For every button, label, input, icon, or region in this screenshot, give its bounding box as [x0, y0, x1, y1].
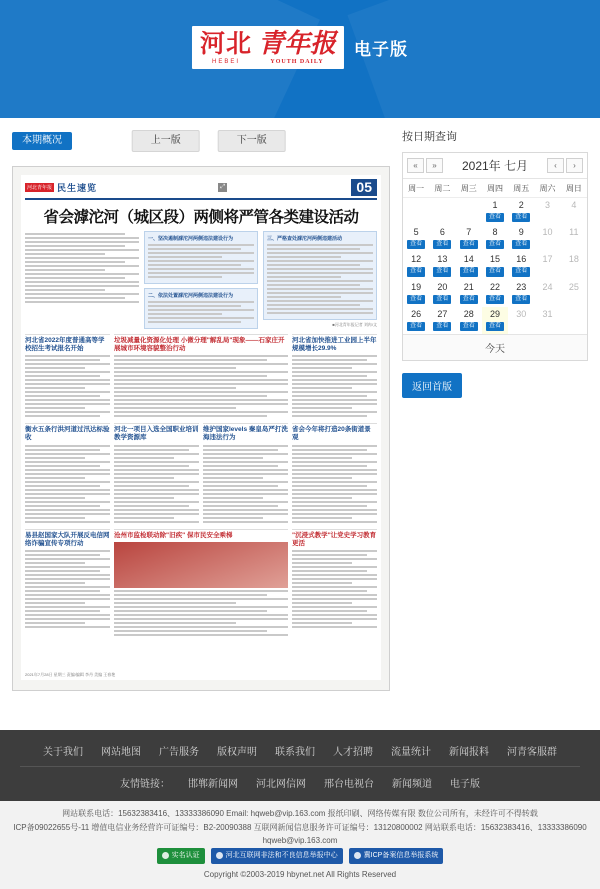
calendar-nav-right — [547, 158, 583, 173]
paper-headline: 省会滹沱河（城区段）两侧将严管各类建设活动 — [43, 209, 359, 226]
weekday-header: 周五 — [508, 179, 534, 198]
calendar-view-button[interactable]: 查看 — [433, 295, 451, 304]
logo-hebei-en: HEBEI — [211, 58, 240, 65]
calendar-nav-left — [407, 158, 443, 173]
calendar-day-cell[interactable] — [456, 307, 482, 334]
footer-link[interactable]: 广告服务 — [159, 747, 199, 758]
logo-hebei — [199, 29, 252, 65]
calendar-day-number: 27 — [437, 308, 448, 319]
calendar-day-number: 17 — [542, 254, 553, 265]
calendar-day-number: 28 — [463, 308, 474, 319]
news-cell[interactable] — [114, 423, 199, 524]
news-cell[interactable] — [25, 423, 110, 524]
calendar-view-button[interactable]: 查看 — [407, 240, 425, 249]
calendar-day-cell[interactable] — [482, 225, 508, 252]
calendar-day-number: 5 — [413, 227, 419, 238]
calendar-day-cell[interactable] — [508, 280, 534, 307]
calendar-view-button[interactable]: 查看 — [512, 295, 530, 304]
news-cell-title: 垃圾减量化资源化处理 小微分理"解乱局"现象——石家庄开展城市环境容貌整治行动 — [114, 337, 285, 353]
paper-section: 民生速览 — [57, 183, 98, 193]
info-box-2-title: 二、依法处置滹沱河两侧违法建设行为 — [148, 293, 234, 299]
news-cell-title: "沉浸式教学"让党史学习教育更活 — [292, 531, 377, 547]
calendar-view-button[interactable]: 查看 — [460, 295, 478, 304]
lead-column — [25, 231, 139, 329]
calendar-view-button[interactable]: 查看 — [486, 322, 504, 331]
calendar-view-button[interactable]: 查看 — [433, 240, 451, 249]
calendar-day-number: 1 — [492, 200, 498, 210]
prev-page-button[interactable]: 上一版 — [132, 130, 200, 152]
info-box-1-title: 一、坚决遏制滹沱河两侧违法建设行为 — [148, 236, 234, 242]
calendar-day-number: 6 — [439, 227, 445, 238]
box-column-1 — [144, 231, 258, 329]
calendar-day-cell — [534, 307, 560, 334]
weekday-header: 周四 — [482, 179, 508, 198]
news-cell[interactable] — [203, 423, 288, 524]
newspaper-page[interactable] — [12, 166, 390, 691]
check-icon — [162, 852, 169, 859]
calendar-day-cell[interactable] — [429, 280, 455, 307]
paper-masthead — [25, 179, 377, 200]
news-cell-title: 沧州市监检联动除"旧疾" 保市民安全乘梯 — [114, 531, 233, 539]
calendar-day-number: 30 — [516, 308, 527, 319]
calendar-day-number: 22 — [489, 281, 500, 292]
calendar-day-number: 31 — [542, 308, 553, 319]
calendar-day-cell — [456, 198, 482, 226]
calendar-view-button[interactable]: 查看 — [486, 267, 504, 276]
calendar-day-cell[interactable] — [403, 225, 429, 252]
calendar-week-row — [403, 198, 587, 226]
shield-icon — [216, 852, 223, 859]
info-box-3 — [263, 231, 377, 320]
calendar-day-cell — [534, 225, 560, 252]
paper-footnote: 2021年7月28日 星期三 责编/编辑 李丹 美编 王春艳 — [25, 672, 116, 677]
calendar-day-number: 29 — [489, 308, 500, 319]
paper-viewer-column — [12, 128, 390, 730]
calendar-day-number: 24 — [542, 281, 553, 292]
calendar-day-cell[interactable] — [508, 225, 534, 252]
news-cell[interactable] — [114, 334, 288, 419]
weekday-header: 周六 — [534, 179, 560, 198]
weekday-header: 周日 — [561, 179, 587, 198]
paper-page-number: 05 — [351, 179, 377, 196]
weekday-header: 周二 — [429, 179, 455, 198]
calendar-day-cell[interactable] — [508, 252, 534, 279]
calendar-day-cell — [561, 307, 587, 334]
calendar-day-cell — [561, 198, 587, 226]
news-cell[interactable] — [25, 334, 110, 419]
calendar-view-button[interactable]: 查看 — [407, 295, 425, 304]
site-header — [0, 0, 600, 118]
calendar-view-button[interactable]: 查看 — [512, 267, 530, 276]
calendar-day-number: 20 — [437, 281, 448, 292]
next-year-button[interactable]: › — [566, 158, 583, 173]
calendar-month-label: 2021年 七月 — [461, 159, 529, 173]
news-cell-title: 河北省加快推进工业园上半年规模增长29.9% — [292, 337, 377, 353]
calendar-day-cell — [561, 280, 587, 307]
date-query-column — [390, 128, 588, 730]
footer-link[interactable]: 版权声明 — [217, 747, 257, 758]
calendar-day-cell[interactable] — [508, 198, 534, 226]
calendar-day-number: 25 — [568, 281, 579, 292]
calendar-day-cell[interactable] — [403, 252, 429, 279]
calendar-day-number: 21 — [463, 281, 474, 292]
news-photo — [114, 542, 288, 588]
footer-link[interactable]: 关于我们 — [43, 747, 83, 758]
news-cell-with-photo[interactable] — [114, 529, 288, 638]
main-content — [0, 118, 600, 730]
calendar-day-number: 11 — [569, 227, 579, 238]
paper-brand: 河北青年报 — [27, 185, 53, 191]
police-icon — [354, 852, 361, 859]
calendar-view-button[interactable]: 查看 — [512, 213, 530, 222]
newspaper-page-inner — [21, 175, 381, 680]
report-center-badge[interactable] — [211, 848, 343, 864]
calendar-week-row — [403, 307, 587, 334]
calendar-day-cell[interactable] — [429, 307, 455, 334]
calendar-view-button[interactable]: 查看 — [433, 267, 451, 276]
next-month-button[interactable]: ‹ — [547, 158, 564, 173]
today-button[interactable]: 今天 — [403, 334, 587, 360]
footer-link[interactable]: 河青客服群 — [507, 747, 557, 758]
calendar-day-cell[interactable] — [482, 280, 508, 307]
news-cell-title: 易县赵国家大队开展反电信网络诈骗宣传专项行动 — [25, 531, 110, 547]
calendar-day-number: 18 — [568, 254, 579, 265]
box-column-2 — [263, 231, 377, 329]
calendar-view-button[interactable]: 查看 — [486, 213, 504, 222]
news-cell[interactable] — [292, 529, 377, 638]
weekday-header: 周三 — [456, 179, 482, 198]
calendar-day-number: 15 — [489, 254, 500, 265]
info-box-2 — [144, 288, 258, 329]
footer-links-row-2 — [0, 770, 600, 795]
news-cell-title: 省会今年将打造20条街道景观 — [292, 426, 371, 442]
calendar-day-number: 9 — [518, 227, 524, 238]
calendar-day-number: 10 — [542, 227, 553, 238]
report-center-label: 河北互联网非法和不良信息举报中心 — [225, 851, 338, 859]
footer-link[interactable]: 新闻报料 — [449, 747, 489, 758]
calendar-day-number: 16 — [516, 254, 527, 265]
calendar-day-cell[interactable] — [482, 307, 508, 334]
footer-link[interactable]: 网站地图 — [101, 747, 141, 758]
calendar-day-cell[interactable] — [482, 198, 508, 226]
calendar-day-cell[interactable] — [456, 280, 482, 307]
footer-link[interactable]: 联系我们 — [275, 747, 315, 758]
footer-link[interactable]: 邢台电视台 — [324, 779, 374, 790]
calendar-day-number: 4 — [571, 200, 577, 210]
calendar-view-button[interactable]: 查看 — [407, 267, 425, 276]
footer-link[interactable]: 人才招聘 — [333, 747, 373, 758]
calendar-day-number: 2 — [518, 200, 524, 210]
calendar-day-number: 13 — [437, 254, 448, 265]
verified-badge-label: 实名认证 — [171, 851, 200, 859]
calendar-view-button[interactable]: 查看 — [433, 322, 451, 331]
paper-lead-area — [25, 231, 377, 329]
calendar-day-cell — [534, 252, 560, 279]
footer-link[interactable]: 邯郸新闻网 — [188, 779, 238, 790]
prev-year-button[interactable]: « — [407, 158, 424, 173]
news-cell-title: 衡水五条行洪河道过汛达标验收 — [25, 426, 110, 442]
verified-badge[interactable] — [157, 848, 205, 864]
calendar-day-number: 3 — [545, 200, 551, 210]
calendar-day-cell — [403, 198, 429, 226]
calendar-week-row — [403, 225, 587, 252]
calendar-view-button[interactable]: 查看 — [407, 322, 425, 331]
paper-toolbar — [12, 128, 390, 154]
info-box-1 — [144, 231, 258, 284]
news-cell-title: 河北一项目入选全国职业培训教学资源库 — [114, 426, 199, 442]
calendar-view-button[interactable]: 查看 — [460, 240, 478, 249]
calendar-day-cell[interactable] — [429, 252, 455, 279]
calendar-day-number: 7 — [466, 227, 472, 238]
news-cell[interactable] — [292, 334, 377, 419]
calendar-day-cell[interactable] — [429, 225, 455, 252]
edition-label: 电子版 — [354, 40, 409, 59]
calendar-day-number: 26 — [411, 308, 422, 319]
next-page-button[interactable]: 下一版 — [218, 130, 286, 152]
calendar-body — [403, 198, 587, 334]
footer-info-line-1: 网站联系电话：15632383416、13333386090 Email: hqweb@vip.163.com 报纸印刷、网络传媒有限 数位公司所有，未经许可不得转载 — [62, 809, 538, 818]
footer-legal — [0, 801, 600, 889]
calendar-day-cell — [561, 252, 587, 279]
calendar-week-row — [403, 252, 587, 279]
footer-link[interactable]: 新闻频道 — [392, 779, 432, 790]
calendar-view-button[interactable]: 查看 — [460, 267, 478, 276]
footer-link[interactable]: 流量统计 — [391, 747, 431, 758]
calendar-week-row — [403, 280, 587, 307]
calendar — [402, 152, 588, 361]
newspaper-logo-box — [192, 26, 344, 69]
footer-links-row-1 — [0, 738, 600, 763]
return-to-front-page-button[interactable]: 返回首版 — [402, 373, 462, 398]
icp-report-label: 冀ICP备案信息举报系统 — [363, 851, 439, 859]
calendar-grid — [403, 179, 587, 334]
logo-youthdaily — [258, 31, 336, 65]
calendar-day-cell — [561, 225, 587, 252]
page-nav — [132, 130, 286, 152]
calendar-day-number: 8 — [492, 227, 498, 238]
calendar-day-cell — [534, 280, 560, 307]
calendar-view-button[interactable]: 查看 — [486, 240, 504, 249]
calendar-day-cell — [534, 198, 560, 226]
calendar-day-cell — [429, 198, 455, 226]
logo-youthdaily-en: YOUTH DAILY — [270, 59, 324, 65]
calendar-day-cell — [508, 307, 534, 334]
prev-month-button[interactable]: » — [426, 158, 443, 173]
news-cell[interactable] — [292, 423, 377, 524]
logo-youthdaily-cn: 青年报 — [258, 29, 337, 58]
expand-icon[interactable]: ⤢ — [218, 183, 227, 192]
news-cell-title: 河北省2022年度普通高等学校招生考试报名开始 — [25, 337, 105, 353]
calendar-day-number: 12 — [411, 254, 422, 265]
paper-credit: ■河北青年报记者 刘冉/文 — [332, 322, 377, 327]
footer-info-line-2: ICP备09022655号-11 增值电信业务经营许可证编号：B2-20090388 互联网新闻信息服务许可证编号：13120800002 网站联系电话：15632383416、13333386090 hqweb@vip.163.com — [13, 822, 587, 846]
calendar-day-cell[interactable] — [482, 252, 508, 279]
news-cell-title: 维护国家levels 秦皇岛严打洗海违法行为 — [203, 426, 288, 442]
calendar-day-number: 19 — [411, 281, 422, 292]
logo-hebei-cn: 河北 — [199, 29, 252, 58]
info-box-3-title: 三、严格查处滹沱河两侧违建活动 — [267, 236, 343, 242]
calendar-day-number: 23 — [516, 281, 527, 292]
paper-news-grid — [25, 334, 377, 638]
calendar-day-cell[interactable] — [456, 225, 482, 252]
date-query-title: 按日期查询 — [402, 131, 457, 143]
footer-link[interactable]: 河北网信网 — [256, 779, 306, 790]
footer-badges — [10, 848, 590, 864]
footer-divider — [20, 766, 580, 767]
weekday-header: 周一 — [403, 179, 429, 198]
calendar-weekday-row — [403, 179, 587, 198]
calendar-view-button[interactable]: 查看 — [486, 295, 504, 304]
calendar-header — [403, 153, 587, 179]
copyright: Copyright ©2003-2019 hbynet.net All Rights Reserved — [203, 869, 397, 879]
calendar-day-cell[interactable] — [403, 307, 429, 334]
footer-link[interactable]: 电子版 — [450, 779, 480, 790]
calendar-view-button[interactable]: 查看 — [460, 322, 478, 331]
site-logo[interactable] — [192, 26, 408, 69]
news-cell[interactable] — [25, 529, 110, 638]
friend-links-label: 友情链接： — [120, 779, 170, 790]
calendar-view-button[interactable]: 查看 — [512, 240, 530, 249]
issue-overview-button[interactable]: 本期概况 — [12, 132, 72, 150]
calendar-day-cell[interactable] — [456, 252, 482, 279]
icp-report-badge[interactable] — [349, 848, 444, 864]
site-footer — [0, 730, 600, 801]
calendar-day-cell[interactable] — [403, 280, 429, 307]
calendar-day-number: 14 — [463, 254, 474, 265]
